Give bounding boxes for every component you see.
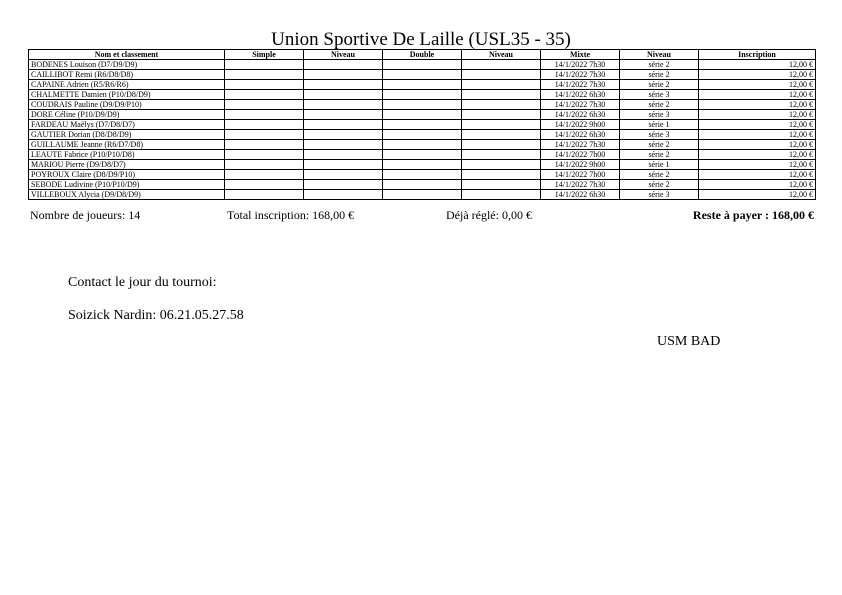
simple-cell [225, 150, 304, 160]
simple-level-cell [304, 130, 383, 140]
fee-cell: 12,00 € [699, 90, 816, 100]
player-name-cell: SEBODE Ludivine (P10/P10/D9) [29, 180, 225, 190]
simple-cell [225, 190, 304, 200]
column-header: Mixte [541, 50, 620, 60]
double-level-cell [462, 180, 541, 190]
column-header: Niveau [462, 50, 541, 60]
double-level-cell [462, 80, 541, 90]
simple-cell [225, 110, 304, 120]
mixte-level-cell: série 1 [620, 120, 699, 130]
double-cell [383, 190, 462, 200]
double-level-cell [462, 100, 541, 110]
simple-level-cell [304, 170, 383, 180]
double-cell [383, 170, 462, 180]
column-header: Double [383, 50, 462, 60]
table-row [29, 150, 816, 160]
fee-cell: 12,00 € [699, 80, 816, 90]
double-cell [383, 110, 462, 120]
page-title: Union Sportive De Laille (USL35 - 35) [271, 29, 571, 50]
mixte-cell: 14/1/2022 7h00 [541, 170, 620, 180]
player-name-cell: GAUTIER Dorian (D8/D8/D9) [29, 130, 225, 140]
player-name-cell: CAILLIBOT Remi (R6/D8/D8) [29, 70, 225, 80]
simple-cell [225, 120, 304, 130]
registration-table [28, 49, 816, 200]
simple-cell [225, 100, 304, 110]
mixte-level-cell: série 2 [620, 80, 699, 90]
column-header: Inscription [699, 50, 816, 60]
table-row [29, 130, 816, 140]
double-cell [383, 60, 462, 70]
mixte-level-cell: série 2 [620, 70, 699, 80]
double-cell [383, 150, 462, 160]
simple-level-cell [304, 190, 383, 200]
simple-level-cell [304, 180, 383, 190]
double-cell [383, 120, 462, 130]
mixte-cell: 14/1/2022 9h00 [541, 160, 620, 170]
simple-level-cell [304, 150, 383, 160]
fee-cell: 12,00 € [699, 160, 816, 170]
double-level-cell [462, 130, 541, 140]
player-name-cell: COUDRAIS Pauline (D9/D9/P10) [29, 100, 225, 110]
simple-cell [225, 130, 304, 140]
column-header: Nom et classement [29, 50, 225, 60]
double-cell [383, 80, 462, 90]
player-name-cell: FARDEAU Maëlys (D7/D8/D7) [29, 120, 225, 130]
mixte-cell: 14/1/2022 6h30 [541, 190, 620, 200]
table-row [29, 190, 816, 200]
club-name: USM BAD [657, 334, 721, 349]
player-name-cell: MARIOU Pierre (D9/D8/D7) [29, 160, 225, 170]
fee-cell: 12,00 € [699, 180, 816, 190]
mixte-cell: 14/1/2022 7h30 [541, 60, 620, 70]
column-header: Niveau [304, 50, 383, 60]
double-level-cell [462, 140, 541, 150]
mixte-cell: 14/1/2022 7h30 [541, 100, 620, 110]
double-level-cell [462, 90, 541, 100]
double-cell [383, 180, 462, 190]
double-level-cell [462, 110, 541, 120]
mixte-cell: 14/1/2022 6h30 [541, 90, 620, 100]
mixte-level-cell: série 3 [620, 90, 699, 100]
simple-level-cell [304, 160, 383, 170]
player-name-cell: GUILLAUME Jeanne (R6/D7/D8) [29, 140, 225, 150]
player-name-cell: POYROUX Claire (D8/D9/P10) [29, 170, 225, 180]
player-name-cell: CAPAINE Adrien (R5/R6/R6) [29, 80, 225, 90]
mixte-level-cell: série 2 [620, 100, 699, 110]
fee-cell: 12,00 € [699, 60, 816, 70]
double-level-cell [462, 120, 541, 130]
table-header-row [29, 50, 816, 60]
fee-cell: 12,00 € [699, 110, 816, 120]
simple-level-cell [304, 90, 383, 100]
contact-person: Soizick Nardin: 06.21.05.27.58 [68, 308, 244, 323]
mixte-cell: 14/1/2022 7h30 [541, 70, 620, 80]
mixte-cell: 14/1/2022 7h30 [541, 140, 620, 150]
fee-cell: 12,00 € [699, 120, 816, 130]
column-header: Niveau [620, 50, 699, 60]
fee-cell: 12,00 € [699, 190, 816, 200]
mixte-cell: 14/1/2022 9h00 [541, 120, 620, 130]
mixte-level-cell: série 2 [620, 140, 699, 150]
simple-cell [225, 170, 304, 180]
double-level-cell [462, 70, 541, 80]
double-cell [383, 160, 462, 170]
mixte-level-cell: série 2 [620, 60, 699, 70]
table-row [29, 110, 816, 120]
mixte-level-cell: série 1 [620, 160, 699, 170]
simple-level-cell [304, 70, 383, 80]
mixte-cell: 14/1/2022 6h30 [541, 130, 620, 140]
table-row [29, 180, 816, 190]
mixte-level-cell: série 3 [620, 110, 699, 120]
total-registration: Total inscription: 168,00 € [227, 208, 355, 222]
simple-level-cell [304, 110, 383, 120]
mixte-level-cell: série 2 [620, 180, 699, 190]
simple-cell [225, 160, 304, 170]
table-row [29, 100, 816, 110]
column-header: Simple [225, 50, 304, 60]
simple-cell [225, 80, 304, 90]
table-row [29, 170, 816, 180]
table-row [29, 90, 816, 100]
simple-level-cell [304, 60, 383, 70]
player-count: Nombre de joueurs: 14 [30, 208, 141, 222]
player-name-cell: BODENES Louison (D7/D9/D9) [29, 60, 225, 70]
table-row [29, 160, 816, 170]
player-name-cell: LEAUTE Fabrice (P10/P10/D8) [29, 150, 225, 160]
table-row [29, 120, 816, 130]
fee-cell: 12,00 € [699, 150, 816, 160]
fee-cell: 12,00 € [699, 140, 816, 150]
remaining-to-pay: Reste à payer : 168,00 € [692, 208, 814, 222]
already-paid: Déjà réglé: 0,00 € [446, 208, 532, 222]
double-cell [383, 130, 462, 140]
double-cell [383, 70, 462, 80]
double-level-cell [462, 190, 541, 200]
fee-cell: 12,00 € [699, 170, 816, 180]
table-row [29, 70, 816, 80]
table-row [29, 140, 816, 150]
simple-level-cell [304, 100, 383, 110]
player-name-cell: CHALMETTE Damien (P10/D8/D9) [29, 90, 225, 100]
table-row [29, 80, 816, 90]
double-cell [383, 100, 462, 110]
simple-cell [225, 60, 304, 70]
player-name-cell: DORE Céline (P10/D9/D9) [29, 110, 225, 120]
player-name-cell: VILLEBOUX Alycia (D9/D8/D9) [29, 190, 225, 200]
mixte-cell: 14/1/2022 7h30 [541, 180, 620, 190]
mixte-level-cell: série 2 [620, 170, 699, 180]
mixte-cell: 14/1/2022 7h30 [541, 80, 620, 90]
simple-cell [225, 70, 304, 80]
table-body [29, 60, 816, 200]
simple-cell [225, 180, 304, 190]
double-cell [383, 90, 462, 100]
fee-cell: 12,00 € [699, 70, 816, 80]
mixte-cell: 14/1/2022 7h00 [541, 150, 620, 160]
simple-cell [225, 140, 304, 150]
double-level-cell [462, 60, 541, 70]
fee-cell: 12,00 € [699, 130, 816, 140]
double-cell [383, 140, 462, 150]
fee-cell: 12,00 € [699, 100, 816, 110]
simple-level-cell [304, 140, 383, 150]
simple-cell [225, 90, 304, 100]
double-level-cell [462, 150, 541, 160]
mixte-level-cell: série 2 [620, 150, 699, 160]
double-level-cell [462, 170, 541, 180]
simple-level-cell [304, 80, 383, 90]
simple-level-cell [304, 120, 383, 130]
mixte-cell: 14/1/2022 6h30 [541, 110, 620, 120]
contact-heading: Contact le jour du tournoi: [68, 275, 217, 290]
double-level-cell [462, 160, 541, 170]
mixte-level-cell: série 3 [620, 130, 699, 140]
mixte-level-cell: série 3 [620, 190, 699, 200]
table-row [29, 60, 816, 70]
